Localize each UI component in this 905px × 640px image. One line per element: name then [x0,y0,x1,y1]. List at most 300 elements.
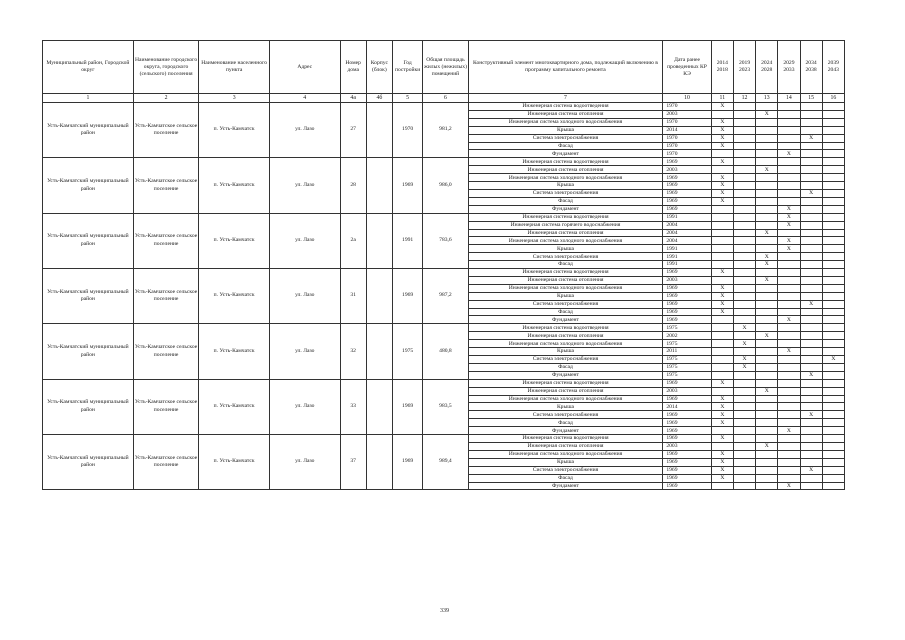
period-mark-cell [822,482,844,490]
period-mark-cell: X [756,332,778,340]
period-mark-cell [711,245,733,253]
build-year-cell: 1970 [393,103,423,158]
period-mark-cell [733,118,755,126]
element-name-cell: Фундамент [468,482,663,490]
previous-repair-cell: 1975 [663,356,711,364]
table-row [43,435,845,443]
column-number: 4 [269,94,340,103]
table-row [43,103,845,111]
period-mark-cell [733,442,755,450]
block-cell [366,379,392,434]
period-mark-cell [822,316,844,324]
period-mark-cell [822,371,844,379]
period-mark-cell [756,245,778,253]
period-mark-cell [711,371,733,379]
period-mark-cell: X [756,229,778,237]
period-mark-cell [822,435,844,443]
element-name-cell: Фасад [468,308,663,316]
period-mark-cell [778,110,800,118]
period-mark-cell [800,356,822,364]
previous-repair-cell: 1969 [663,205,711,213]
period-mark-cell [822,411,844,419]
period-mark-cell [778,332,800,340]
period-mark-cell [778,450,800,458]
period-mark-cell [778,371,800,379]
settlement-cell: Усть-Камчатское сельское поселение [133,103,199,158]
period-mark-cell [756,348,778,356]
period-mark-cell [778,356,800,364]
period-mark-cell: X [800,411,822,419]
previous-repair-cell: 1969 [663,474,711,482]
locality-cell: п. Усть-Камчатск [199,324,270,379]
previous-repair-cell: 1969 [663,308,711,316]
period-mark-cell [756,458,778,466]
period-mark-cell: X [756,276,778,284]
district-cell: Усть-Камчатский муниципальный район [43,269,134,324]
header-previous-repair: Дата ранее проведенных КР КЭ [663,41,711,94]
period-mark-cell [822,387,844,395]
header-address: Адрес [269,41,340,94]
previous-repair-cell: 1969 [663,197,711,205]
period-mark-cell [711,261,733,269]
block-cell [366,324,392,379]
period-mark-cell: X [756,110,778,118]
period-mark-cell [711,316,733,324]
period-mark-cell [822,182,844,190]
period-mark-cell [756,411,778,419]
repair-program-table [42,40,845,490]
period-mark-cell [800,482,822,490]
header-period-2024: 2024 2028 [756,41,778,94]
period-mark-cell [778,466,800,474]
period-mark-cell [778,442,800,450]
period-mark-cell [778,292,800,300]
period-mark-cell [733,245,755,253]
element-name-cell: Инженерная система отопления [468,110,663,118]
period-mark-cell [778,458,800,466]
period-mark-cell [800,427,822,435]
column-number: 6 [423,94,468,103]
period-mark-cell [711,324,733,332]
period-mark-cell [800,126,822,134]
area-cell: 983,5 [423,379,468,434]
build-year-cell: 1969 [393,435,423,490]
period-mark-cell [733,482,755,490]
element-name-cell: Крыша [468,126,663,134]
period-mark-cell: X [711,158,733,166]
locality-cell: п. Усть-Камчатск [199,379,270,434]
period-mark-cell [822,442,844,450]
period-mark-cell: X [711,103,733,111]
element-name-cell: Инженерная система водоотведения [468,379,663,387]
block-cell [366,158,392,213]
period-mark-cell [711,205,733,213]
period-mark-cell [733,174,755,182]
period-mark-cell [822,213,844,221]
element-name-cell: Фасад [468,474,663,482]
period-mark-cell [822,292,844,300]
element-name-cell: Фасад [468,363,663,371]
period-mark-cell [778,174,800,182]
period-mark-cell [778,118,800,126]
period-mark-cell [822,427,844,435]
period-mark-cell: X [778,316,800,324]
period-mark-cell: X [711,126,733,134]
area-cell: 986,0 [423,158,468,213]
period-mark-cell [733,134,755,142]
previous-repair-cell: 1969 [663,411,711,419]
period-mark-cell [756,126,778,134]
period-mark-cell [756,197,778,205]
period-mark-cell [711,356,733,364]
period-mark-cell [778,403,800,411]
period-mark-cell [822,253,844,261]
period-mark-cell [778,300,800,308]
period-mark-cell [800,103,822,111]
period-mark-cell [756,103,778,111]
header-row [43,41,845,94]
period-mark-cell [822,332,844,340]
locality-cell: п. Усть-Камчатск [199,158,270,213]
period-mark-cell [756,237,778,245]
table-row [43,158,845,166]
area-cell: 989,4 [423,435,468,490]
repair-program-sheet [42,40,845,490]
period-mark-cell: X [800,371,822,379]
period-mark-cell: X [711,174,733,182]
table-row [43,324,845,332]
period-mark-cell [733,450,755,458]
period-mark-cell: X [711,142,733,150]
period-mark-cell [822,118,844,126]
period-mark-cell [711,387,733,395]
period-mark-cell [756,482,778,490]
element-name-cell: Система электроснабжения [468,189,663,197]
period-mark-cell [822,458,844,466]
period-mark-cell [822,340,844,348]
period-mark-cell [778,166,800,174]
period-mark-cell [822,205,844,213]
period-mark-cell: X [778,245,800,253]
period-mark-cell [822,261,844,269]
period-mark-cell [756,371,778,379]
period-mark-cell: X [711,395,733,403]
previous-repair-cell: 1969 [663,466,711,474]
period-mark-cell [756,308,778,316]
period-mark-cell: X [711,197,733,205]
period-mark-cell [800,395,822,403]
previous-repair-cell: 2011 [663,348,711,356]
period-mark-cell [733,474,755,482]
period-mark-cell [733,308,755,316]
house-number-cell: 33 [340,379,366,434]
period-mark-cell [800,419,822,427]
period-mark-cell: X [711,403,733,411]
period-mark-cell [800,379,822,387]
period-mark-cell [822,308,844,316]
previous-repair-cell: 2014 [663,403,711,411]
period-mark-cell [733,221,755,229]
period-mark-cell [800,253,822,261]
address-cell: ул. Лазо [269,269,340,324]
period-mark-cell [800,348,822,356]
previous-repair-cell: 1970 [663,142,711,150]
period-mark-cell [778,395,800,403]
table-row [43,269,845,277]
period-mark-cell [756,300,778,308]
column-number: 2 [133,94,199,103]
period-mark-cell [800,340,822,348]
period-mark-cell: X [711,308,733,316]
area-cell: 783,6 [423,213,468,268]
previous-repair-cell: 1975 [663,340,711,348]
period-mark-cell [711,237,733,245]
address-cell: ул. Лазо [269,435,340,490]
period-mark-cell [778,435,800,443]
block-cell [366,213,392,268]
period-mark-cell: X [756,387,778,395]
element-name-cell: Система электроснабжения [468,300,663,308]
period-mark-cell [733,466,755,474]
period-mark-cell [733,387,755,395]
period-mark-cell [711,110,733,118]
period-mark-cell [756,340,778,348]
period-mark-cell: X [778,348,800,356]
period-mark-cell [756,150,778,158]
period-mark-cell [800,205,822,213]
period-mark-cell [756,182,778,190]
period-mark-cell [756,379,778,387]
period-mark-cell: X [733,324,755,332]
area-cell: 480,8 [423,324,468,379]
element-name-cell: Инженерная система отопления [468,276,663,284]
header-block: Корпус (блок) [366,41,392,94]
period-mark-cell [822,103,844,111]
column-number: 15 [800,94,822,103]
element-name-cell: Инженерная система холодного водоснабжения [468,284,663,292]
period-mark-cell: X [733,356,755,364]
period-mark-cell: X [711,411,733,419]
period-mark-cell [822,126,844,134]
element-name-cell: Фасад [468,197,663,205]
period-mark-cell: X [711,379,733,387]
period-mark-cell [822,466,844,474]
build-year-cell: 1969 [393,379,423,434]
area-cell: 981,2 [423,103,468,158]
address-cell: ул. Лазо [269,103,340,158]
previous-repair-cell: 1969 [663,284,711,292]
period-mark-cell [756,189,778,197]
period-mark-cell [711,332,733,340]
previous-repair-cell: 1969 [663,427,711,435]
period-mark-cell [822,450,844,458]
previous-repair-cell: 1969 [663,379,711,387]
period-mark-cell: X [711,284,733,292]
period-mark-cell [756,324,778,332]
header-settlement: Наименование городского округа, городского (сельского) поселения [133,41,199,94]
element-name-cell: Инженерная система холодного водоснабжения [468,237,663,245]
house-number-cell: 2а [340,213,366,268]
period-mark-cell [778,340,800,348]
previous-repair-cell: 2004 [663,221,711,229]
period-mark-cell [733,300,755,308]
element-name-cell: Инженерная система отопления [468,442,663,450]
period-mark-cell [756,427,778,435]
period-mark-cell [800,387,822,395]
period-mark-cell [822,395,844,403]
locality-cell: п. Усть-Камчатск [199,435,270,490]
period-mark-cell [822,197,844,205]
page-number: 339 [440,608,449,614]
previous-repair-cell: 1969 [663,450,711,458]
element-name-cell: Крыша [468,348,663,356]
period-mark-cell: X [711,474,733,482]
period-mark-cell [822,300,844,308]
period-mark-cell [778,134,800,142]
column-number: 12 [733,94,755,103]
element-name-cell: Инженерная система холодного водоснабжения [468,450,663,458]
period-mark-cell [733,427,755,435]
element-name-cell: Крыша [468,458,663,466]
period-mark-cell [800,110,822,118]
period-mark-cell [800,276,822,284]
period-mark-cell [800,142,822,150]
table-row [43,379,845,387]
block-cell [366,103,392,158]
district-cell: Усть-Камчатский муниципальный район [43,324,134,379]
element-name-cell: Инженерная система водоотведения [468,435,663,443]
period-mark-cell [800,308,822,316]
period-mark-cell [733,229,755,237]
previous-repair-cell: 1969 [663,158,711,166]
previous-repair-cell: 1975 [663,324,711,332]
address-cell: ул. Лазо [269,324,340,379]
period-mark-cell [733,419,755,427]
previous-repair-cell: 1991 [663,261,711,269]
period-mark-cell [778,387,800,395]
period-mark-cell [822,158,844,166]
period-mark-cell [800,324,822,332]
period-mark-cell [733,395,755,403]
element-name-cell: Инженерная система холодного водоснабжения [468,395,663,403]
period-mark-cell [733,284,755,292]
period-mark-cell [800,182,822,190]
previous-repair-cell: 1970 [663,134,711,142]
period-mark-cell [733,213,755,221]
period-mark-cell: X [800,189,822,197]
column-number: 4а [340,94,366,103]
period-mark-cell [733,411,755,419]
element-name-cell: Инженерная система отопления [468,332,663,340]
period-mark-cell [822,229,844,237]
period-mark-cell [711,150,733,158]
period-mark-cell [822,189,844,197]
element-name-cell: Система электроснабжения [468,411,663,419]
element-name-cell: Система электроснабжения [468,356,663,364]
period-mark-cell [733,189,755,197]
period-mark-cell [800,229,822,237]
element-name-cell: Инженерная система отопления [468,229,663,237]
element-name-cell: Система электроснабжения [468,466,663,474]
period-mark-cell: X [778,221,800,229]
period-mark-cell [733,458,755,466]
period-mark-cell: X [711,450,733,458]
period-mark-cell [800,150,822,158]
header-build-year: Год постройки [393,41,423,94]
period-mark-cell [711,166,733,174]
previous-repair-cell: 2014 [663,126,711,134]
element-name-cell: Фасад [468,261,663,269]
period-mark-cell [778,197,800,205]
period-mark-cell [778,324,800,332]
column-number-row [43,94,845,103]
header-element: Конструктивный элемент многоквартирного дома, подлежащий включению в программу капитального ремонта [468,41,663,94]
house-number-cell: 28 [340,158,366,213]
previous-repair-cell: 1970 [663,150,711,158]
period-mark-cell [733,126,755,134]
period-mark-cell [822,245,844,253]
house-number-cell: 31 [340,269,366,324]
period-mark-cell [733,197,755,205]
period-mark-cell [822,348,844,356]
period-mark-cell [822,324,844,332]
previous-repair-cell: 1969 [663,189,711,197]
element-name-cell: Фасад [468,142,663,150]
district-cell: Усть-Камчатский муниципальный район [43,435,134,490]
period-mark-cell [800,442,822,450]
previous-repair-cell: 1969 [663,292,711,300]
address-cell: ул. Лазо [269,379,340,434]
previous-repair-cell: 1970 [663,118,711,126]
period-mark-cell [822,237,844,245]
period-mark-cell [733,332,755,340]
column-number: 16 [822,94,844,103]
header-area: Общая площадь жилых (нежилых) помещений [423,41,468,94]
header-period-2029: 2029 2033 [778,41,800,94]
period-mark-cell: X [711,292,733,300]
header-period-2019: 2019 2023 [733,41,755,94]
period-mark-cell [711,340,733,348]
block-cell [366,435,392,490]
house-number-cell: 27 [340,103,366,158]
district-cell: Усть-Камчатский муниципальный район [43,158,134,213]
period-mark-cell [822,363,844,371]
period-mark-cell [800,213,822,221]
element-name-cell: Система электроснабжения [468,134,663,142]
previous-repair-cell: 2004 [663,237,711,245]
period-mark-cell [800,166,822,174]
period-mark-cell [778,261,800,269]
period-mark-cell [778,103,800,111]
settlement-cell: Усть-Камчатское сельское поселение [133,158,199,213]
period-mark-cell [822,134,844,142]
element-name-cell: Система электроснабжения [468,253,663,261]
period-mark-cell [756,205,778,213]
period-mark-cell [756,466,778,474]
period-mark-cell [756,419,778,427]
period-mark-cell [778,363,800,371]
table-row [43,213,845,221]
build-year-cell: 1975 [393,324,423,379]
period-mark-cell [822,174,844,182]
period-mark-cell [822,379,844,387]
period-mark-cell [711,482,733,490]
period-mark-cell [711,221,733,229]
period-mark-cell: X [711,189,733,197]
period-mark-cell [756,395,778,403]
period-mark-cell: X [778,427,800,435]
element-name-cell: Крыша [468,292,663,300]
